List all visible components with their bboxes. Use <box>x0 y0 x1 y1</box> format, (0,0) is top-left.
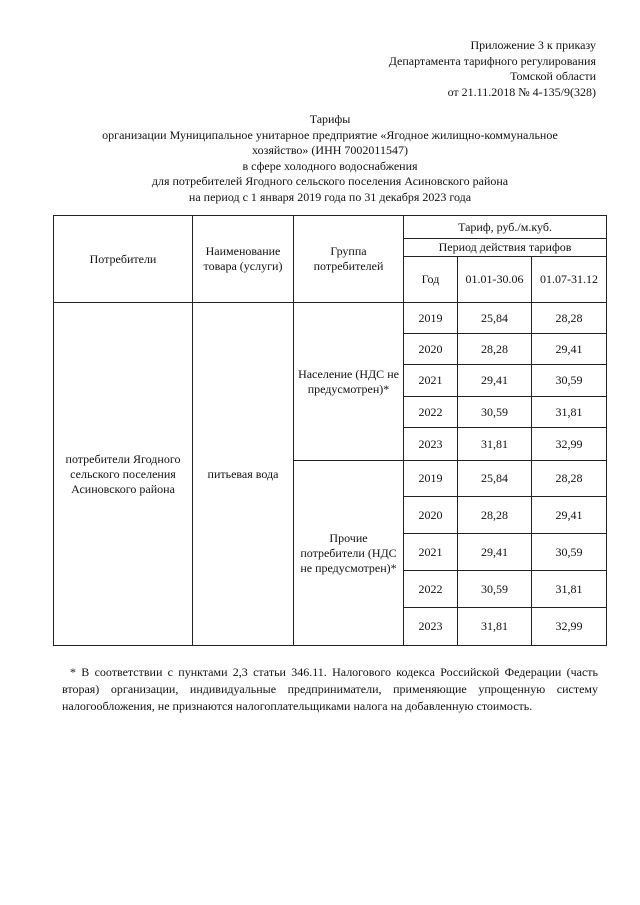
year-cell: 2020 <box>404 497 458 534</box>
header-consumers: Потребители <box>54 216 193 303</box>
tariff-h2-cell: 28,28 <box>532 303 607 334</box>
appendix-line: Департамента тарифного регулирования <box>388 53 596 68</box>
title-line: для потребителей Ягодного сельского поселения Асиновского района <box>151 174 509 188</box>
tariff-h2-cell: 32,99 <box>532 428 607 461</box>
tariff-h2-cell: 29,41 <box>532 334 607 365</box>
header-half2: 01.07-31.12 <box>532 257 607 303</box>
title-line: на период с 1 января 2019 года по 31 декабря 2023 года <box>188 189 472 204</box>
title-line: хозяйство» (ИНН 7002011547) <box>252 143 408 157</box>
tariff-h2-cell: 32,99 <box>532 608 607 646</box>
title-line: в сфере холодного водоснабжения <box>242 158 418 173</box>
appendix-line: Приложение 3 к приказу <box>470 38 596 52</box>
footnote <box>62 664 598 715</box>
appendix-header <box>389 38 596 100</box>
appendix-line: от 21.11.2018 № 4-135/9(328) <box>447 84 596 99</box>
tariff-table <box>53 215 607 646</box>
document-title <box>50 112 610 205</box>
title-line: организации Муниципальное унитарное предприятие «Ягодное жилищно-коммунальное <box>102 127 558 142</box>
tariff-h1-cell: 28,28 <box>458 334 532 365</box>
group-cell: Прочие потребители (НДС не предусмотрен)* <box>294 461 404 646</box>
header-period: Период действия тарифов <box>404 239 607 257</box>
year-cell: 2019 <box>404 461 458 497</box>
appendix-line: Томской области <box>510 69 596 83</box>
year-cell: 2023 <box>404 428 458 461</box>
group-cell: Население (НДС не предусмотрен)* <box>294 303 404 461</box>
product-cell: питьевая вода <box>193 303 294 646</box>
year-cell: 2020 <box>404 334 458 365</box>
tariff-h1-cell: 31,81 <box>458 428 532 461</box>
year-cell: 2022 <box>404 397 458 428</box>
tariff-h1-cell: 28,28 <box>458 497 532 534</box>
tariff-h1-cell: 25,84 <box>458 461 532 497</box>
tariff-h1-cell: 31,81 <box>458 608 532 646</box>
header-group: Группа потребителей <box>294 216 404 303</box>
header-year: Год <box>404 257 458 303</box>
tariff-h2-cell: 30,59 <box>532 365 607 397</box>
tariff-h1-cell: 29,41 <box>458 534 532 571</box>
tariff-h1-cell: 30,59 <box>458 571 532 608</box>
year-cell: 2021 <box>404 365 458 397</box>
year-cell: 2022 <box>404 571 458 608</box>
header-tariff: Тариф, руб./м.куб. <box>404 216 607 239</box>
year-cell: 2023 <box>404 608 458 646</box>
year-cell: 2019 <box>404 303 458 334</box>
tariff-h1-cell: 25,84 <box>458 303 532 334</box>
title-line: Тарифы <box>309 112 351 126</box>
tariff-h1-cell: 30,59 <box>458 397 532 428</box>
tariff-h2-cell: 28,28 <box>532 461 607 497</box>
header-half1: 01.01-30.06 <box>458 257 532 303</box>
header-product: Наименование товара (услуги) <box>193 216 294 303</box>
tariff-h2-cell: 31,81 <box>532 571 607 608</box>
tariff-h2-cell: 30,59 <box>532 534 607 571</box>
year-cell: 2021 <box>404 534 458 571</box>
tariff-h1-cell: 29,41 <box>458 365 532 397</box>
footnote-text: * В соответствии с пунктами 2,3 статьи 346.11. Налогового кодекса Российской Федерации (часть вторая) организации, индивидуальные предприниматели, применяющие упрощенную систему налогообложения, не признаются налогоплательщиками налога на добавленную стоимость. <box>62 665 598 713</box>
table-row <box>54 303 607 334</box>
tariff-h2-cell: 31,81 <box>532 397 607 428</box>
tariff-h2-cell: 29,41 <box>532 497 607 534</box>
consumers-cell: потребители Ягодного сельского поселения Асиновского района <box>54 303 193 646</box>
